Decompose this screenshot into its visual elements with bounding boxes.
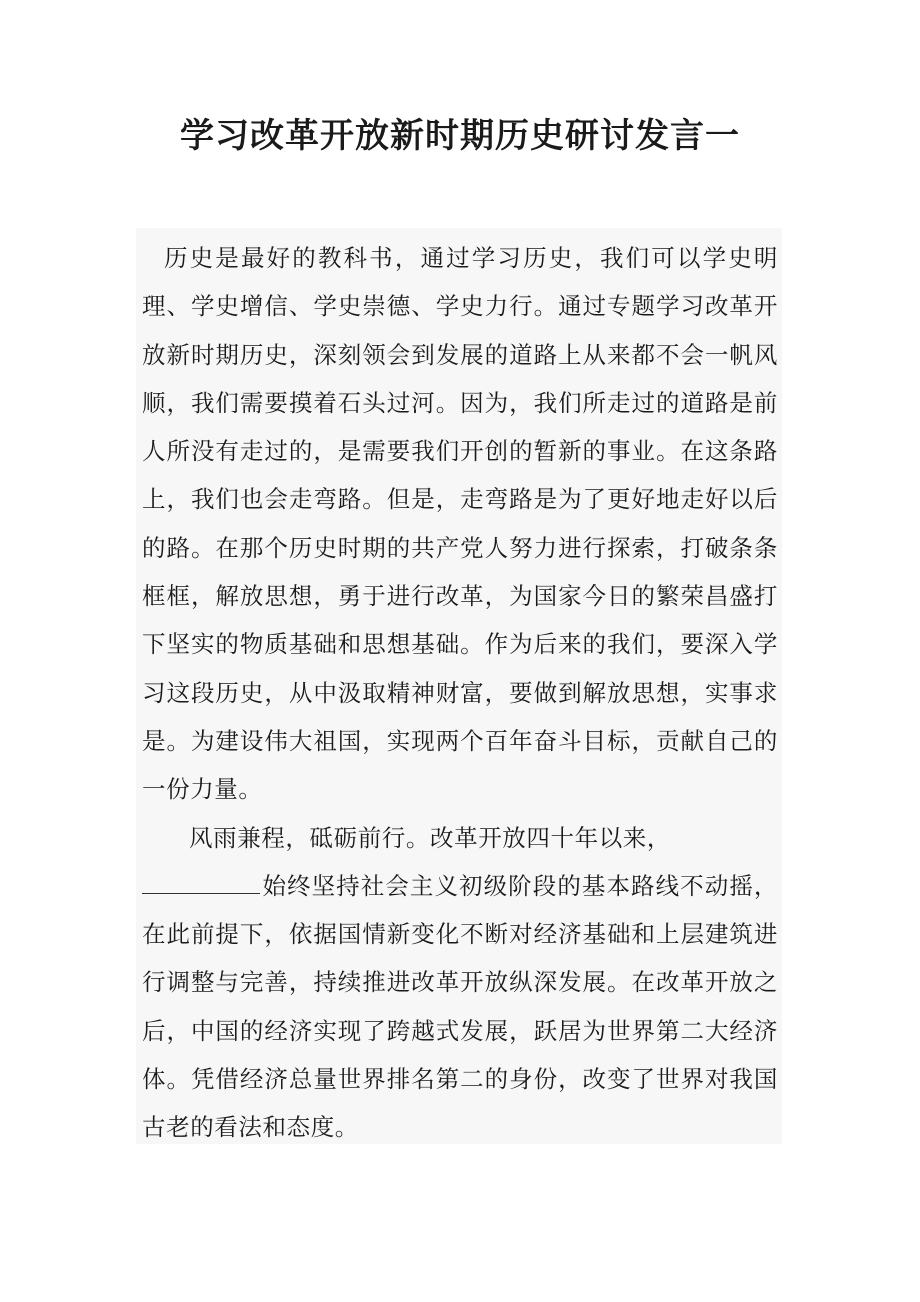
paragraph-1: 历史是最好的教科书，通过学习历史，我们可以学史明理、学史增信、学史崇德、学史力行。通过专题学习改革开放新时期历史，深刻领会到发展的道路上从来都不会一帆风顺，我们需要摸着石头过河。因为，我们所走过的道路是前人所没有走过的，是需要我们开创的暂新的事业。在这条路上，我们也会走弯路。但是，走弯路是为了更好地走好以后的路。在那个历史时期的共产党人努力进行探索，打破条条框框，解放思想，勇于进行改革，为国家今日的繁荣昌盛打下坚实的物质基础和思想基础。作为后来的我们，要深入学习这段历史，从中汲取精神财富，要做到解放思想，实事求是。为建设伟大祖国，实现两个百年奋斗目标，贡献自己的一份力量。 [142, 244, 778, 804]
fill-in-blank [142, 865, 260, 894]
document-title: 学习改革开放新时期历史研讨发言一 [180, 116, 740, 156]
paragraph-2-rest: 始终坚持社会主义初级阶段的基本路线不动摇，在此前提下，依据国情新变化不断对经济基础和上层建筑进行调整与完善，持续推进改革开放纵深发展。在改革开放之后，中国的经济实现了跨越式发展，跃居为世界第二大经济体。凭借经济总量世界排名第二的身份，改变了世界对我国古老的看法和态度。 [142, 871, 778, 1142]
paragraph-2 [142, 814, 778, 1152]
document-body [136, 228, 782, 1144]
paragraph-2-line-1: 风雨兼程，砥砺前行。改革开放四十年以来， [189, 823, 671, 852]
